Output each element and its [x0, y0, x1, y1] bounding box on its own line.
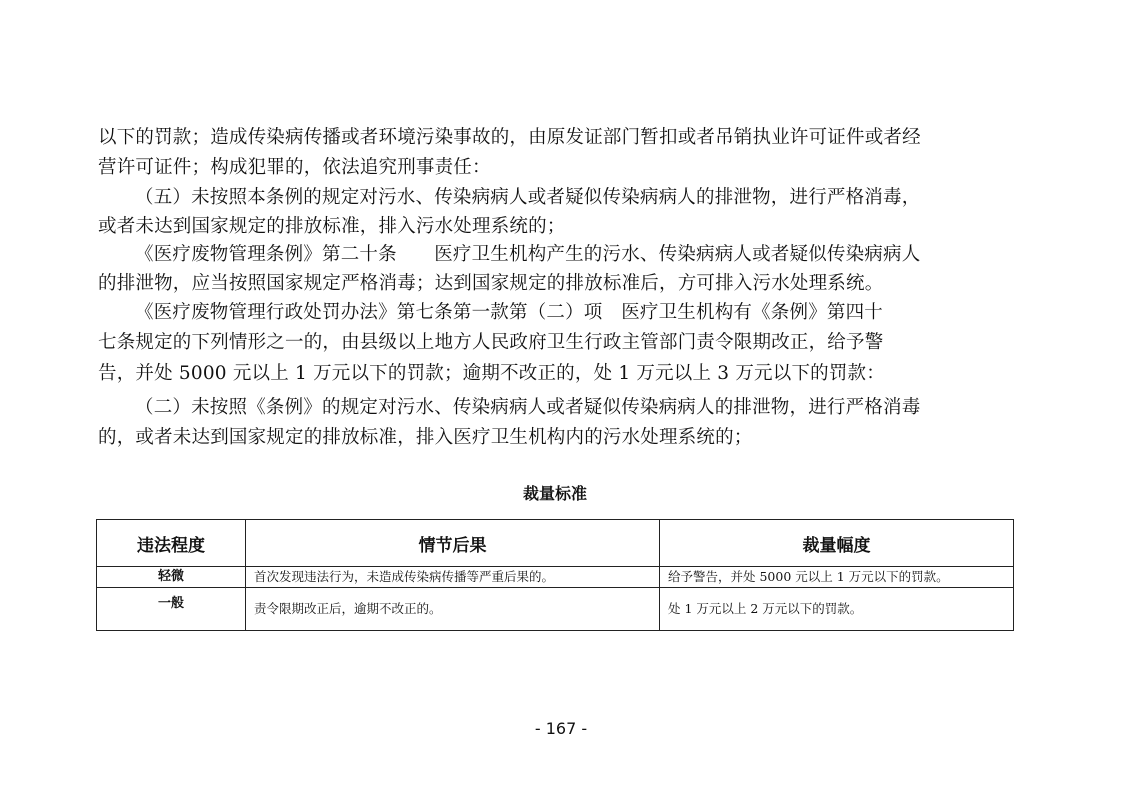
table-title: 裁量标准 — [522, 484, 587, 503]
header-violation-degree: 违法程度 — [97, 520, 246, 567]
cell-range: 给予警告，并处 5000 元以上 1 万元以下的罚款。 — [660, 567, 1014, 588]
body-line-1: 以下的罚款；造成传染病传播或者环境污染事故的，由原发证部门暂扣或者吊销执业许可证件或者经 — [98, 127, 921, 148]
body-line-2: 营许可证件；构成犯罪的，依法追究刑事责任： — [98, 157, 491, 178]
body-line-5: 《医疗废物管理条例》第二十条 医疗卫生机构产生的污水、传染病病人或者疑似传染病病人 — [135, 244, 921, 265]
header-discretion-range: 裁量幅度 — [660, 520, 1014, 567]
table-row — [97, 588, 1014, 631]
table-header-row — [97, 520, 1014, 567]
discretion-criteria-table — [96, 519, 1014, 631]
cell-range: 处 1 万元以上 2 万元以下的罚款。 — [660, 588, 1014, 631]
cell-circumstance: 首次发现违法行为，未造成传染病传播等严重后果的。 — [246, 567, 660, 588]
header-circumstance: 情节后果 — [246, 520, 660, 567]
table-row — [97, 567, 1014, 588]
body-line-10: （二）未按照《条例》的规定对污水、传染病病人或者疑似传染病病人的排泄物，进行严格消毒 — [135, 397, 921, 418]
body-line-8: 七条规定的下列情形之一的，由县级以上地方人民政府卫生行政主管部门责令限期改正，给予警 — [98, 332, 884, 353]
body-line-9: 告，并处 5000 元以上 1 万元以下的罚款；逾期不改正的，处 1 万元以上 3 万元以下的罚款： — [98, 363, 885, 384]
cell-degree: 一般 — [97, 588, 246, 631]
page-number: - 167 - — [534, 719, 588, 738]
cell-circumstance: 责令限期改正后，逾期不改正的。 — [246, 588, 660, 631]
body-line-3: （五）未按照本条例的规定对污水、传染病病人或者疑似传染病病人的排泄物，进行严格消毒， — [135, 187, 921, 208]
body-line-4: 或者未达到国家规定的排放标准，排入污水处理系统的； — [98, 216, 566, 237]
body-line-6: 的排泄物，应当按照国家规定严格消毒；达到国家规定的排放标准后，方可排入污水处理系统。 — [98, 273, 884, 294]
body-line-11: 的，或者未达到国家规定的排放标准，排入医疗卫生机构内的污水处理系统的； — [98, 427, 753, 448]
cell-degree: 轻微 — [97, 567, 246, 588]
body-line-7: 《医疗废物管理行政处罚办法》第七条第一款第（二）项 医疗卫生机构有《条例》第四十 — [135, 302, 884, 323]
